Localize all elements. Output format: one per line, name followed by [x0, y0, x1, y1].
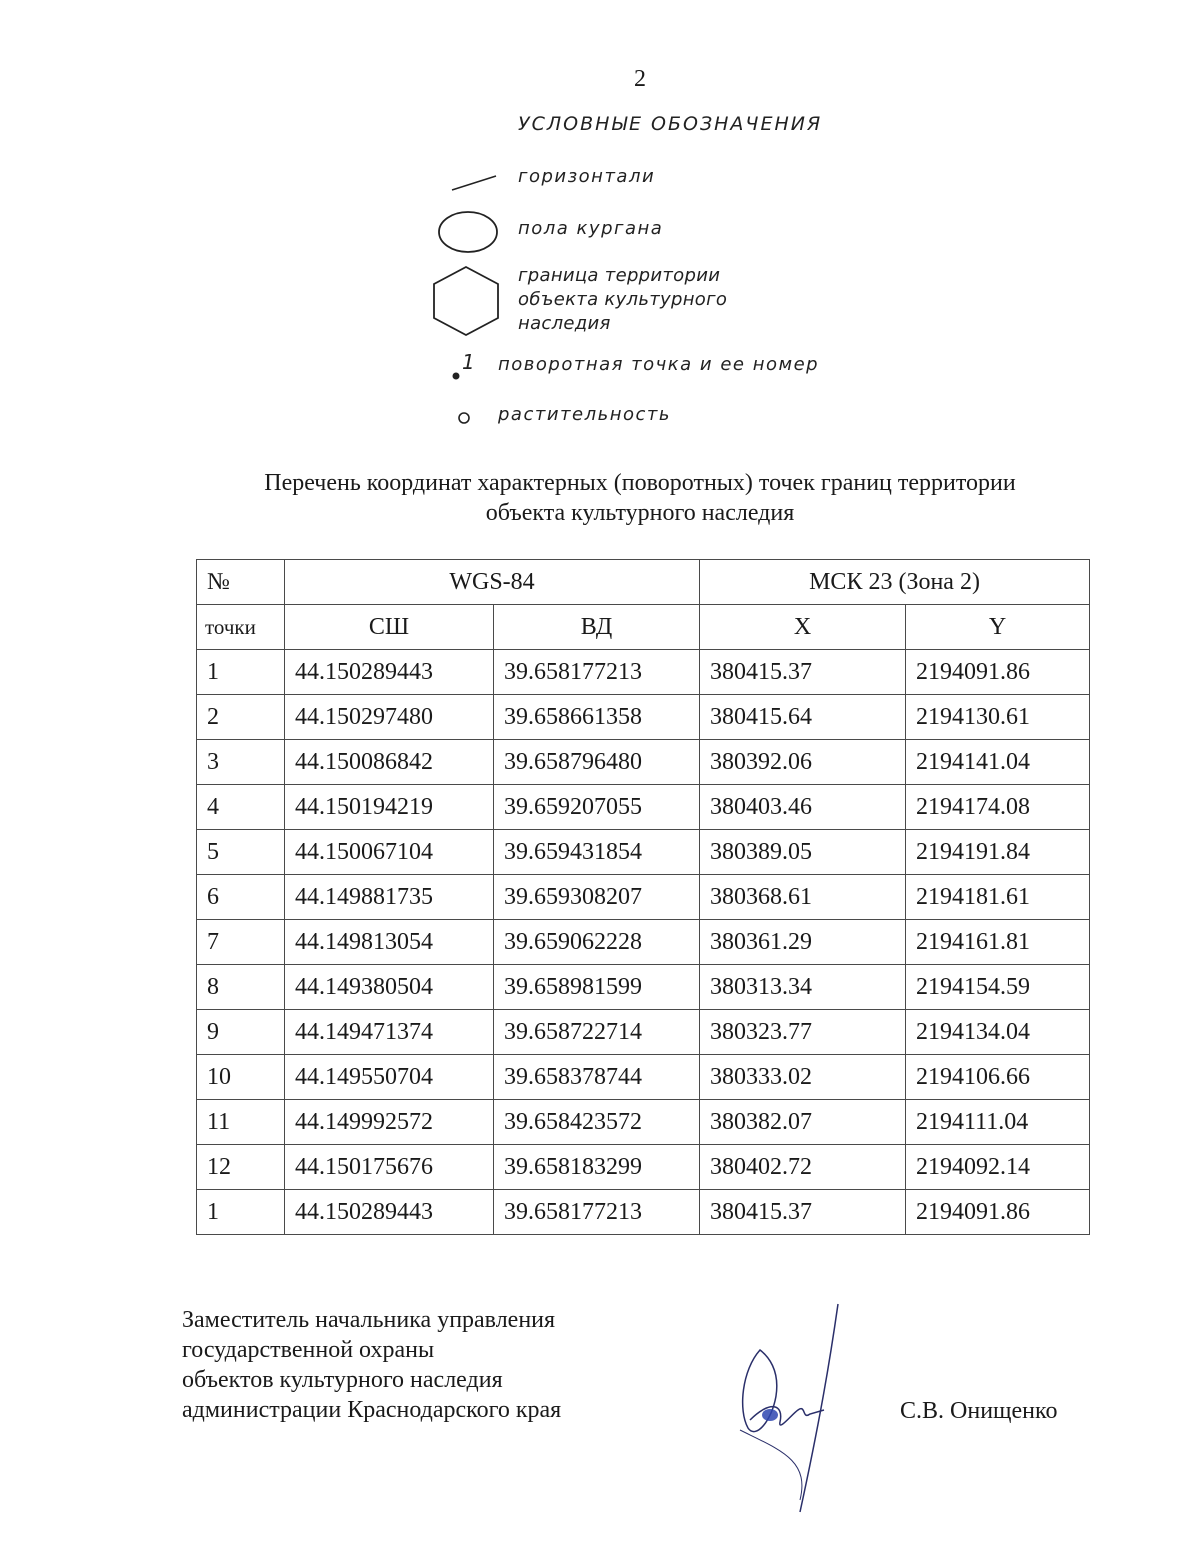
cell-x: 380382.07 [700, 1100, 906, 1145]
cell-point-number: 12 [197, 1145, 285, 1190]
cell-latitude: 44.150289443 [285, 1190, 494, 1235]
cell-x: 380313.34 [700, 965, 906, 1010]
cell-y: 2194141.04 [906, 740, 1090, 785]
cell-point-number: 4 [197, 785, 285, 830]
position-line: объектов культурного наследия [182, 1367, 503, 1393]
cell-point-number: 10 [197, 1055, 285, 1100]
table-row [197, 740, 1090, 785]
table-row [197, 920, 1090, 965]
cell-longitude: 39.659431854 [494, 830, 700, 875]
cell-longitude: 39.658177213 [494, 1190, 700, 1235]
cell-longitude: 39.658183299 [494, 1145, 700, 1190]
legend-label-turning-point: поворотная точка и ее номер [498, 354, 820, 375]
cell-x: 380368.61 [700, 875, 906, 920]
legend-label-mound-floor: пола кургана [518, 218, 664, 239]
cell-latitude: 44.150289443 [285, 650, 494, 695]
table-row [197, 1100, 1090, 1145]
cell-latitude: 44.150086842 [285, 740, 494, 785]
cell-y: 2194134.04 [906, 1010, 1090, 1055]
cell-longitude: 39.658177213 [494, 650, 700, 695]
table-header-row [197, 560, 1090, 605]
cell-longitude: 39.658661358 [494, 695, 700, 740]
cell-longitude: 39.659062228 [494, 920, 700, 965]
cell-latitude: 44.149992572 [285, 1100, 494, 1145]
cell-latitude: 44.150194219 [285, 785, 494, 830]
cell-latitude: 44.149881735 [285, 875, 494, 920]
header-number-sign: № [197, 560, 285, 605]
cell-y: 2194091.86 [906, 1190, 1090, 1235]
legend-label-line: объекта культурного [518, 289, 728, 310]
cell-x: 380389.05 [700, 830, 906, 875]
coordinates-table [196, 559, 1090, 1235]
position-line: государственной охраны [182, 1337, 435, 1363]
cell-point-number: 9 [197, 1010, 285, 1055]
vegetation-circle-icon [456, 410, 472, 426]
table-subheader-row [197, 605, 1090, 650]
cell-y: 2194092.14 [906, 1145, 1090, 1190]
turning-point-number: 1 [462, 350, 475, 374]
header-y: Y [906, 605, 1090, 650]
cell-y: 2194091.86 [906, 650, 1090, 695]
cell-latitude: 44.149813054 [285, 920, 494, 965]
cell-x: 380403.46 [700, 785, 906, 830]
heading-line-2: объекта культурного наследия [485, 500, 795, 526]
cell-longitude: 39.658796480 [494, 740, 700, 785]
cell-latitude: 44.150067104 [285, 830, 494, 875]
cell-point-number: 1 [197, 650, 285, 695]
table-row [197, 1055, 1090, 1100]
cell-x: 380402.72 [700, 1145, 906, 1190]
table-row [197, 965, 1090, 1010]
cell-latitude: 44.149471374 [285, 1010, 494, 1055]
position-line: администрации Краснодарского края [182, 1397, 562, 1423]
page-number: 2 [634, 66, 646, 92]
cell-point-number: 5 [197, 830, 285, 875]
signatory-name: С.В. Онищенко [900, 1398, 1058, 1424]
table-row [197, 1190, 1090, 1235]
cell-y: 2194111.04 [906, 1100, 1090, 1145]
cell-longitude: 39.658722714 [494, 1010, 700, 1055]
position-line: Заместитель начальника управления [182, 1307, 556, 1333]
cell-y: 2194106.66 [906, 1055, 1090, 1100]
cell-latitude: 44.149380504 [285, 965, 494, 1010]
cell-longitude: 39.658378744 [494, 1055, 700, 1100]
table-row [197, 830, 1090, 875]
cell-point-number: 8 [197, 965, 285, 1010]
contour-line-icon [450, 172, 500, 192]
cell-y: 2194174.08 [906, 785, 1090, 830]
signatory-position [182, 1305, 561, 1425]
table-row [197, 650, 1090, 695]
cell-x: 380392.06 [700, 740, 906, 785]
table-row [197, 785, 1090, 830]
legend-label-line: граница территории [518, 265, 721, 286]
header-point: точки [197, 605, 285, 650]
legend-label-line: наследия [518, 313, 611, 334]
header-longitude: ВД [494, 605, 700, 650]
cell-point-number: 3 [197, 740, 285, 785]
cell-longitude: 39.658423572 [494, 1100, 700, 1145]
cell-x: 380415.37 [700, 1190, 906, 1235]
cell-x: 380415.64 [700, 695, 906, 740]
hexagon-icon [430, 264, 502, 338]
legend-label-vegetation: растительность [498, 404, 671, 425]
legend-title: УСЛОВНЫЕ ОБОЗНАЧЕНИЯ [518, 113, 823, 135]
table-row [197, 695, 1090, 740]
coordinates-heading [140, 468, 1140, 528]
cell-y: 2194181.61 [906, 875, 1090, 920]
cell-longitude: 39.658981599 [494, 965, 700, 1010]
table-row [197, 1145, 1090, 1190]
cell-y: 2194191.84 [906, 830, 1090, 875]
cell-point-number: 7 [197, 920, 285, 965]
legend-label-contours: горизонтали [518, 166, 656, 187]
cell-x: 380323.77 [700, 1010, 906, 1055]
header-x: X [700, 605, 906, 650]
header-group-msk23: МСК 23 (Зона 2) [700, 560, 1090, 605]
legend-label-territory-boundary [518, 264, 727, 336]
cell-latitude: 44.149550704 [285, 1055, 494, 1100]
header-latitude: СШ [285, 605, 494, 650]
cell-latitude: 44.150175676 [285, 1145, 494, 1190]
cell-y: 2194154.59 [906, 965, 1090, 1010]
cell-y: 2194161.81 [906, 920, 1090, 965]
table-row [197, 875, 1090, 920]
cell-point-number: 11 [197, 1100, 285, 1145]
header-group-wgs84: WGS-84 [285, 560, 700, 605]
table-row [197, 1010, 1090, 1055]
cell-latitude: 44.150297480 [285, 695, 494, 740]
cell-point-number: 1 [197, 1190, 285, 1235]
cell-x: 380333.02 [700, 1055, 906, 1100]
cell-x: 380361.29 [700, 920, 906, 965]
cell-longitude: 39.659207055 [494, 785, 700, 830]
heading-line-1: Перечень координат характерных (поворотных) точек границ территории [264, 470, 1016, 496]
handwritten-signature [720, 1300, 860, 1520]
cell-longitude: 39.659308207 [494, 875, 700, 920]
ellipse-icon [436, 208, 500, 256]
cell-point-number: 6 [197, 875, 285, 920]
cell-y: 2194130.61 [906, 695, 1090, 740]
cell-point-number: 2 [197, 695, 285, 740]
cell-x: 380415.37 [700, 650, 906, 695]
